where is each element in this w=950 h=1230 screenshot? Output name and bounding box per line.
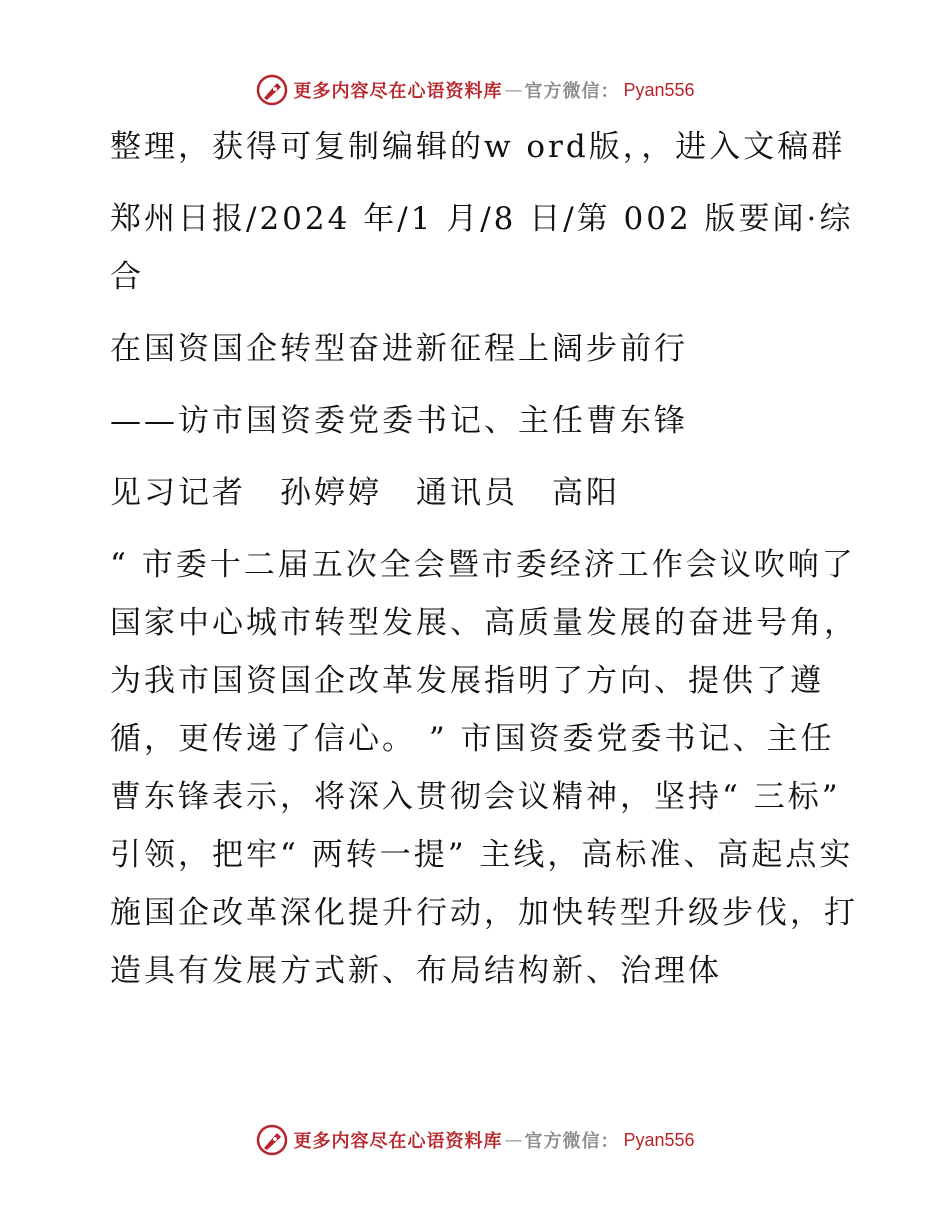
watermark-dash: —: [504, 1129, 523, 1151]
article-subtitle: ——访市国资委党委书记、主任曹东锋: [110, 403, 688, 439]
byline: 见习记者 孙婷婷 通讯员 高阳: [110, 475, 620, 511]
article-title: 在国资国企转型奋进新征程上阔步前行: [110, 331, 688, 367]
body-paragraph: “ 市委十二届五次全会暨市委经济工作会议吹响了国家中心城市转型发展、高质量发展的奋进号角，为我市国资国企改革发展指明了方向、提供了遵循，更传递了信心。 ” 市国资委党委书记、主任曹东锋表示，将深入贯彻会议精神，坚持“ 三标” 引领，把牢“ 两转一提” 主线，高标准、高起点实施国企改革深化提升行动，加快转型升级步伐，打造具有发展方式新、布局结构新、治理体: [110, 547, 858, 989]
watermark-wechat-id: Pyan556: [623, 79, 695, 100]
header-watermark: [0, 72, 950, 108]
source-line: 郑州日报/2024 年/1 月/8 日/第 002 版要闻·综合: [110, 201, 854, 295]
pen-nib-circle-icon: [255, 73, 289, 107]
watermark-dash: —: [504, 79, 523, 101]
pen-nib-circle-icon: [255, 1123, 289, 1157]
document-body: [98, 118, 858, 1014]
watermark-brand: 更多内容尽在心语资料库: [293, 1131, 503, 1152]
watermark-wechat-label: 官方微信：: [524, 81, 620, 102]
watermark-wechat-id: Pyan556: [623, 1129, 695, 1150]
watermark-brand: 更多内容尽在心语资料库: [293, 81, 503, 102]
intro-line: 整理，获得可复制编辑的w ord版，，进入文稿群: [110, 129, 846, 165]
watermark-wechat-label: 官方微信：: [524, 1131, 620, 1152]
footer-watermark: [0, 1122, 950, 1158]
